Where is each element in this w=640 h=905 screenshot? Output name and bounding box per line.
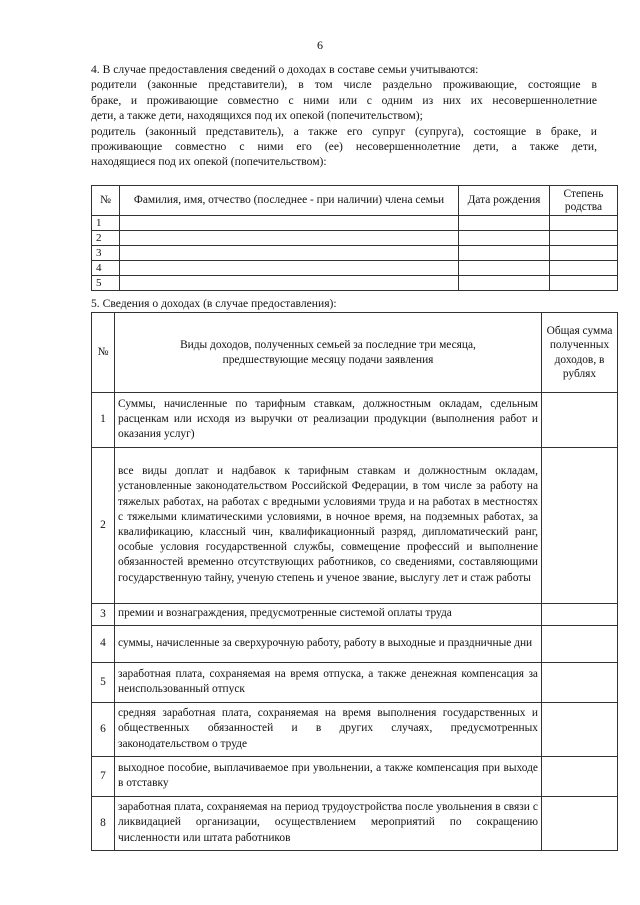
family-name-cell[interactable] — [120, 216, 459, 231]
family-relation-cell[interactable] — [550, 216, 618, 231]
income-row-description: заработная плата, сохраняемая на время отпуска, а также денежная компенсация за неиспользованный отпуск — [115, 663, 542, 703]
income-amount-cell[interactable] — [542, 448, 618, 604]
income-section-title: 5. Сведения о доходах (в случае предоставления): — [91, 297, 337, 310]
family-birth-date-cell[interactable] — [459, 231, 550, 246]
income-row — [92, 604, 618, 626]
intro-block — [91, 62, 597, 170]
income-row-description: суммы, начисленные за сверхурочную работу, работу в выходные и праздничные дни — [115, 626, 542, 663]
family-row-num: 5 — [92, 276, 120, 291]
paragraph2-line: проживающие совместно с ними его (ее) несовершеннолетние дети, а также дети, — [91, 140, 597, 154]
income-row — [92, 797, 618, 851]
family-table-row — [92, 276, 618, 291]
family-table-header — [92, 186, 618, 216]
family-table-row — [92, 216, 618, 231]
income-row — [92, 663, 618, 703]
income-amount-cell[interactable] — [542, 663, 618, 703]
income-table — [91, 312, 618, 851]
income-amount-cell[interactable] — [542, 757, 618, 797]
family-row-num: 1 — [92, 216, 120, 231]
income-row-description: премии и вознаграждения, предусмотренные системой оплаты труда — [115, 604, 542, 626]
paragraph2-line: находящиеся под их опекой (попечительством): — [91, 155, 327, 169]
family-members-table — [91, 185, 618, 291]
family-table-row — [92, 246, 618, 261]
family-name-cell[interactable] — [120, 246, 459, 261]
income-row-num: 1 — [92, 393, 115, 448]
income-row — [92, 626, 618, 663]
family-table-row — [92, 261, 618, 276]
family-header-name: Фамилия, имя, отчество (последнее - при наличии) члена семьи — [120, 186, 459, 216]
family-name-cell[interactable] — [120, 231, 459, 246]
family-row-num: 3 — [92, 246, 120, 261]
income-row — [92, 703, 618, 757]
family-birth-date-cell[interactable] — [459, 216, 550, 231]
family-relation-cell[interactable] — [550, 246, 618, 261]
family-header-num: № — [92, 186, 120, 216]
family-name-cell[interactable] — [120, 261, 459, 276]
income-row — [92, 393, 618, 448]
income-row-description: средняя заработная плата, сохраняемая на время выполнения государственных и общественных обязанностей и в других случаях, предусмотренных законодательством о труде — [115, 703, 542, 757]
section-4-heading: 4. В случае предоставления сведений о доходах в составе семьи учитываются: — [91, 63, 479, 76]
income-amount-cell[interactable] — [542, 604, 618, 626]
page-number: 6 — [317, 38, 323, 52]
paragraph1-line: дети, а также дети, находящихся под их опекой (попечительством); — [91, 109, 423, 123]
family-row-num: 4 — [92, 261, 120, 276]
paragraph1-line: браке, и проживающие совместно с ними или с одним из них их несовершеннолетние — [91, 93, 597, 107]
family-header-birth-date: Дата рождения — [459, 186, 550, 216]
income-row-description: Суммы, начисленные по тарифным ставкам, должностным окладам, сдельным расценкам или исходя из выручки от реализации продукции (выполнения работ и оказания услуг) — [115, 393, 542, 448]
family-birth-date-cell[interactable] — [459, 276, 550, 291]
family-birth-date-cell[interactable] — [459, 261, 550, 276]
income-header-type: Виды доходов, полученных семьей за последние три месяца, предшествующие месяцу подачи заявления — [115, 313, 542, 393]
income-row — [92, 448, 618, 604]
income-amount-cell[interactable] — [542, 703, 618, 757]
income-row-num: 8 — [92, 797, 115, 851]
family-relation-cell[interactable] — [550, 276, 618, 291]
income-row-num: 6 — [92, 703, 115, 757]
income-row-description: заработная плата, сохраняемая на период трудоустройства после увольнения в связи с ликвидацией организации, осуществлением мероприятий по сокращению численности или штата работников — [115, 797, 542, 851]
income-row-description: выходное пособие, выплачиваемое при увольнении, а также компенсация при выходе в отставку — [115, 757, 542, 797]
income-row-num: 4 — [92, 626, 115, 663]
family-name-cell[interactable] — [120, 276, 459, 291]
income-table-header — [92, 313, 618, 393]
family-relation-cell[interactable] — [550, 231, 618, 246]
family-table-row — [92, 231, 618, 246]
income-amount-cell[interactable] — [542, 797, 618, 851]
income-row-num: 5 — [92, 663, 115, 703]
income-amount-cell[interactable] — [542, 626, 618, 663]
paragraph1-line: родители (законные представители), в том числе раздельно проживающие, состоящие в — [91, 78, 597, 92]
income-header-amount: Общая сумма полученных доходов, в рублях — [542, 313, 618, 393]
income-row — [92, 757, 618, 797]
income-row-num: 3 — [92, 604, 115, 626]
income-row-num: 2 — [92, 448, 115, 604]
family-row-num: 2 — [92, 231, 120, 246]
family-birth-date-cell[interactable] — [459, 246, 550, 261]
income-row-num: 7 — [92, 757, 115, 797]
income-row-description: все виды доплат и надбавок к тарифным ставкам и должностным окладам, установленные законодательством Российской Федерации, в том числе за работу на тяжелых работах, на работах с вредными условиями труда и на работах в местностях с тяжелыми климатическими условиями, в ночное время, на подземных работах, за квалификацию, классный чин, квалификационный разряд, дипломатический ранг, особые условия государственной службы, совмещение профессий и выполнение обязанностей временно отсутствующих работников, со сведениями, составляющими государственную тайну, ученую степень и ученое звание, выслугу лет и стаж работы — [115, 448, 542, 604]
income-header-num: № — [92, 313, 115, 393]
income-amount-cell[interactable] — [542, 393, 618, 448]
family-relation-cell[interactable] — [550, 261, 618, 276]
paragraph2-line: родитель (законный представитель), а также его супруг (супруга), состоящие в браке, и — [91, 124, 597, 138]
family-header-relation: Степень родства — [550, 186, 618, 216]
